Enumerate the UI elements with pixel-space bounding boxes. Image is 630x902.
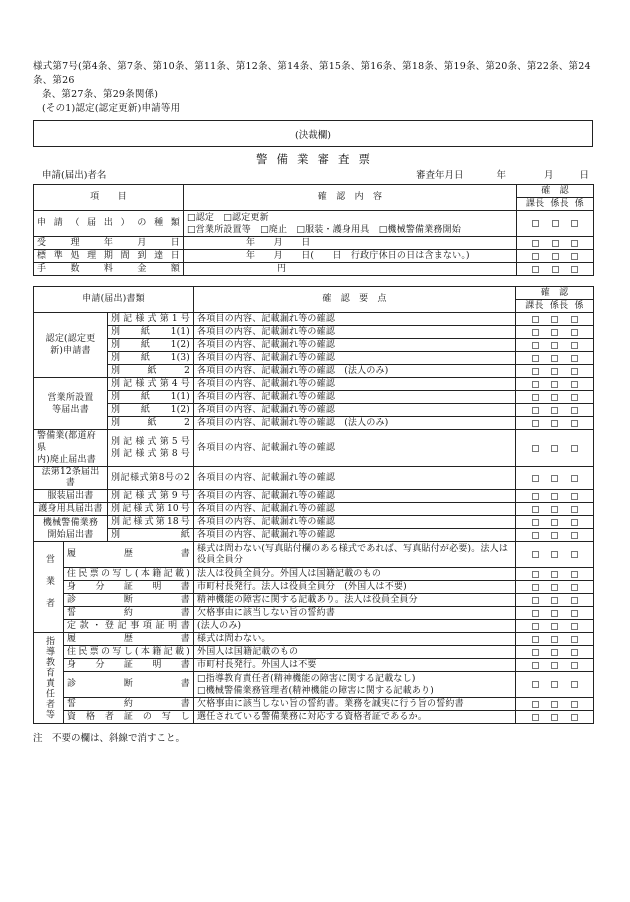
checkbox-icon [571,551,578,558]
checkbox-icon [532,493,539,500]
checkbox-icon [532,701,539,708]
table-row [34,378,594,391]
confirm-checkbox-cell [516,378,594,391]
checkbox-icon [532,240,539,247]
checkbox-icon [551,329,558,336]
group-label-cell [34,313,108,378]
point-cell: 精神機能の障害に関する記載あり。法人は役員全員分 [194,594,516,607]
item-cell: 標準処理期間到達日 [34,250,184,263]
table-row [34,263,594,276]
confirm-checkbox-cell [516,698,594,711]
checkbox-icon [551,445,558,452]
checkbox-icon [571,420,578,427]
doc-name-cell: 履歴書 [64,542,194,568]
point-cell: 各項目の内容、記載漏れ等の確認 [194,490,516,503]
checkbox-icon [571,681,578,688]
doc-name-cell: 別紙2 [108,365,194,378]
checkbox-icon [551,701,558,708]
doc-name-cell: 身分証明書 [64,581,194,594]
checkbox-icon [532,506,539,513]
item-cell: 申請（届出）の種類 [34,211,184,237]
checkbox-icon [532,329,539,336]
checkbox-icon [571,649,578,656]
table-row [34,430,594,467]
section-label-cell [34,542,64,633]
confirm-checkbox-cell [516,391,594,404]
form-usage-line: (その1)認定(認定更新)申請等用 [42,103,181,114]
table-row [34,339,594,352]
checkbox-icon [551,597,558,604]
application-type-line2: □営業所設置等 □廃止 □服装・護身用具 □機械警備業務開始 [187,224,462,235]
checkbox-icon [532,571,539,578]
meta-row [33,169,593,182]
doc-name-cell: 誓約書 [64,607,194,620]
doc-name-cell: 別記様式第4号 [108,378,194,391]
group-label-cell: 護身用具届出書 [34,503,108,516]
checkbox-icon [532,407,539,414]
confirm-checkbox-cell [516,490,594,503]
approval-box-label: (決裁欄) [295,129,331,141]
content-cell: 年 月 日 [184,237,517,250]
item-cell: 受理年月日 [34,237,184,250]
checkbox-icon [552,266,559,273]
section-label-eigyousha: 営業者 [44,554,54,620]
confirm-roles-cell [516,300,594,313]
point-cell: 市町村長発行。外国人は不要 [194,659,516,672]
confirm-header-cell: 確 認 [516,287,594,300]
table-row [34,391,594,404]
checkbox-icon [552,253,559,260]
doc-name-cell [108,430,194,467]
confirm-checkbox-cell [516,339,594,352]
checkbox-icon [551,316,558,323]
checkbox-icon [571,445,578,452]
checkbox-icon [532,445,539,452]
confirm-checkbox-cell [517,263,594,276]
form-heading [33,60,593,116]
confirm-checkbox-cell [516,568,594,581]
confirm-checkbox-cell [516,646,594,659]
point-cell: 各項目の内容、記載漏れ等の確認 [194,467,516,490]
checkbox-icon [532,584,539,591]
table-row [34,581,594,594]
group-label-cell [34,430,108,467]
confirm-checkbox-cell [516,352,594,365]
group-label-cell [34,378,108,430]
checkbox-icon [571,316,578,323]
checkbox-icon [571,253,578,260]
checkbox-icon [571,506,578,513]
checkbox-icon [551,475,558,482]
checkbox-icon [551,610,558,617]
year-label: 年 [496,170,506,181]
doc-name-cell: 誓約書 [64,698,194,711]
doc-name-cell: 別紙1(1) [108,326,194,339]
checkbox-icon [571,355,578,362]
doc-name-line: 別記様式第5号 [111,437,191,447]
checkbox-icon [571,610,578,617]
point-line: □指導教育責任者(精神機能の障害に関する記載なし) [197,673,416,684]
checkbox-icon [551,493,558,500]
confirm-checkbox-cell [516,516,594,529]
point-line: □機械警備業務管理者(精神機能の障害に関する記載あり) [197,685,434,696]
table-row [34,211,594,237]
checkbox-icon [571,701,578,708]
checkbox-icon [571,519,578,526]
checkbox-icon [551,381,558,388]
content-header-cell: 確 認 内 容 [184,185,517,211]
checkbox-icon [551,355,558,362]
checkbox-icon [571,493,578,500]
point-cell [194,672,516,698]
checkbox-icon [551,649,558,656]
group-label-line: 警備業(都道府県 [37,431,96,453]
doc-name-cell: 別紙1(2) [108,339,194,352]
content-cell: 円 [184,263,517,276]
checkbox-icon [551,407,558,414]
checkbox-icon [571,584,578,591]
table-row [34,250,594,263]
doc-name-cell: 定款・登記事項証明書 [64,620,194,633]
doc-name-cell: 別紙1(1) [108,391,194,404]
section-label-cell [34,633,64,724]
point-cell: 各項目の内容、記載漏れ等の確認 [194,391,516,404]
checkbox-icon [551,551,558,558]
checkbox-icon [532,623,539,630]
checkbox-icon [571,597,578,604]
checkbox-icon [551,420,558,427]
checkbox-icon [552,240,559,247]
point-cell: 各項目の内容、記載漏れ等の確認 (法人のみ) [194,365,516,378]
checkbox-icon [551,342,558,349]
confirm-checkbox-cell [516,404,594,417]
checkbox-icon [571,532,578,539]
footnote: 注 不要の欄は、斜線で消すこと。 [33,733,186,744]
review-date-group [416,169,593,182]
checkbox-icon [532,551,539,558]
checkbox-icon [551,519,558,526]
checkbox-icon [571,407,578,414]
group-label-line: 等届出書 [52,404,89,415]
application-type-line1: □認定 □認定更新 [187,212,269,223]
table-row [34,529,594,542]
confirm-checkbox-cell [517,250,594,263]
point-cell: 欠格事由に該当しない旨の誓約書 [194,607,516,620]
general-check-table [33,184,594,276]
month-label: 月 [543,170,554,181]
confirm-checkbox-cell [517,237,594,250]
doc-name-cell: 別記様式第1号 [108,313,194,326]
confirm-checkbox-cell [516,430,594,467]
checkbox-icon [532,714,539,721]
checkbox-icon [571,220,578,227]
documents-check-table [33,286,594,724]
confirm-checkbox-cell [516,529,594,542]
table-row [34,503,594,516]
checkbox-icon [532,649,539,656]
role-kakari-label: 係 [574,198,584,209]
point-cell: 選任されている警備業務に対応する資格者証であるか。 [194,711,516,724]
checkbox-icon [551,368,558,375]
table-row [34,417,594,430]
group-label-cell: 服装届出書 [34,490,108,503]
point-cell: 様式は問わない(写真貼付欄のある様式であれば、写真貼付が必要)。法人は役員全員分 [194,542,516,568]
table-row [34,490,594,503]
doc-name-cell: 別紙1(3) [108,352,194,365]
doc-name-cell: 住民票の写し(本籍記載) [64,646,194,659]
point-cell: 各項目の内容、記載漏れ等の確認 [194,404,516,417]
confirm-checkbox-cell [516,672,594,698]
group-label-line: 開始届出書 [47,529,94,540]
point-cell: 各項目の内容、記載漏れ等の確認 [194,313,516,326]
checkbox-icon [532,475,539,482]
section-label-shidou: 指導教育責任者等 [44,636,54,720]
checkbox-icon [532,342,539,349]
doc-name-line: 別記様式第8号 [111,449,191,459]
checkbox-icon [532,662,539,669]
table-row [34,568,594,581]
content-cell: 年 月 日( 日 行政庁休日の日は含まない。) [184,250,517,263]
table-row [34,711,594,724]
point-cell: 各項目の内容、記載漏れ等の確認 [194,339,516,352]
checkbox-icon [571,571,578,578]
checkbox-icon [532,381,539,388]
point-cell: 各項目の内容、記載漏れ等の確認 (法人のみ) [194,417,516,430]
checkbox-icon [532,636,539,643]
role-kakari-label: 係 [574,300,584,311]
role-kacho-label: 課長 [525,198,545,209]
checkbox-icon [551,623,558,630]
doc-name-cell: 資格者証の写し [64,711,194,724]
checkbox-icon [552,220,559,227]
confirm-checkbox-cell [516,417,594,430]
checkbox-icon [571,266,578,273]
confirm-checkbox-cell [517,211,594,237]
checkbox-icon [551,394,558,401]
table-row [34,237,594,250]
review-date-label: 審査年月日 [415,170,464,181]
checkbox-icon [571,662,578,669]
group-label-line: 新)申請書 [50,346,91,356]
table-row [34,646,594,659]
point-cell: 各項目の内容、記載漏れ等の確認 [194,529,516,542]
point-cell: 欠格事由に該当しない旨の誓約書。業務を誠実に行う旨の誓約書 [194,698,516,711]
table-row [34,542,594,568]
checkbox-icon [551,714,558,721]
checkbox-icon [551,636,558,643]
checkbox-icon [532,610,539,617]
item-header-cell: 項 目 [34,185,184,211]
role-kacho-label: 課長 [525,300,544,311]
checkbox-icon [571,623,578,630]
confirm-header-cell: 確 認 [517,185,594,198]
confirm-checkbox-cell [516,711,594,724]
table-row [34,516,594,529]
checkbox-icon [532,681,539,688]
table-row [34,633,594,646]
item-cell: 手数料金額 [34,263,184,276]
confirm-checkbox-cell [516,659,594,672]
day-label: 日 [579,170,589,181]
checkbox-icon [571,714,578,721]
table-row [34,607,594,620]
doc-name-cell: 別紙2 [108,417,194,430]
confirm-checkbox-cell [516,633,594,646]
checkbox-icon [532,266,539,273]
doc-name-cell: 身分証明書 [64,659,194,672]
table-row [34,659,594,672]
doc-name-cell: 別記様式第18号 [108,516,194,529]
checkbox-icon [571,475,578,482]
checkbox-icon [532,597,539,604]
checkbox-icon [571,342,578,349]
page-title: 警備業審査票 [256,152,379,166]
confirm-checkbox-cell [516,313,594,326]
checkbox-icon [571,381,578,388]
point-cell: 各項目の内容、記載漏れ等の確認 [194,352,516,365]
confirm-checkbox-cell [516,326,594,339]
table-row [34,594,594,607]
table-row [34,467,594,490]
checkbox-icon [551,532,558,539]
confirm-checkbox-cell [516,607,594,620]
group-label-line: 営業所設置 [47,392,94,403]
doc-name-cell: 別紙 [108,529,194,542]
form-number-line2: 条、第27条、第29条関係) [42,89,159,100]
checkbox-icon [571,240,578,247]
points-header-cell: 確 認 要 点 [194,287,516,313]
checkbox-icon [532,355,539,362]
confirm-checkbox-cell [516,620,594,633]
role-kakaricho-label: 係長 [549,300,569,311]
point-cell: 市町村長発行。法人は役員全員分 (外国人は不要) [194,581,516,594]
group-label-line: 認定(認定更 [45,334,96,344]
approval-box [33,120,593,147]
checkbox-icon [551,584,558,591]
confirm-checkbox-cell [516,467,594,490]
checkbox-icon [532,394,539,401]
confirm-checkbox-cell [516,365,594,378]
point-cell: (法人のみ) [194,620,516,633]
table-row [34,620,594,633]
doc-name-cell: 別記様式第9号 [108,490,194,503]
table-row [34,326,594,339]
checkbox-icon [551,571,558,578]
confirm-checkbox-cell [516,542,594,568]
doc-name-cell: 別記様式第8号の2 [108,467,194,490]
confirm-checkbox-cell [516,594,594,607]
table-row [34,352,594,365]
checkbox-icon [532,253,539,260]
table-row [34,404,594,417]
checkbox-icon [571,394,578,401]
doc-name-cell: 診断書 [64,594,194,607]
point-cell: 各項目の内容、記載漏れ等の確認 [194,326,516,339]
group-label-cell [34,516,108,542]
point-cell: 各項目の内容、記載漏れ等の確認 [194,503,516,516]
group-label-cell: 法第12条届出書 [34,467,108,490]
table-row [34,698,594,711]
doc-name-cell: 履歴書 [64,633,194,646]
checkbox-icon [532,368,539,375]
group-label-line: 内)廃止届出書 [37,455,96,465]
checkbox-icon [532,316,539,323]
checkbox-icon [532,220,539,227]
group-label-line: 機械警備業務 [42,517,99,528]
checkbox-icon [551,681,558,688]
point-cell: 各項目の内容、記載漏れ等の確認 [194,430,516,467]
checkbox-icon [551,506,558,513]
applicant-name-label: 申請(届出)者名 [42,170,107,181]
point-cell: 各項目の内容、記載漏れ等の確認 [194,516,516,529]
role-kakaricho-label: 係長 [550,198,569,209]
doc-name-cell: 別記様式第10号 [108,503,194,516]
doc-name-cell: 別紙1(2) [108,404,194,417]
point-cell: 各項目の内容、記載漏れ等の確認 [194,378,516,391]
form-number-line1: 様式第7号(第4条、第7条、第10条、第11条、第12条、第14条、第15条、第16条、第18条、第19条、第20条、第22条、第24条、第26 [33,61,591,86]
content-cell [184,211,517,237]
point-cell: 外国人は国籍記載のもの [194,646,516,659]
doc-name-cell: 診断書 [64,672,194,698]
confirm-checkbox-cell [516,503,594,516]
docs-header-cell: 申請(届出)書類 [34,287,194,313]
checkbox-icon [532,532,539,539]
confirm-checkbox-cell [516,581,594,594]
table-row [34,365,594,378]
point-cell: 法人は役員全員分。外国人は国籍記載のもの [194,568,516,581]
checkbox-icon [571,329,578,336]
checkbox-icon [571,368,578,375]
checkbox-icon [532,519,539,526]
table-row [34,313,594,326]
confirm-roles-cell [517,198,594,211]
doc-name-cell: 住民票の写し(本籍記載) [64,568,194,581]
point-cell: 様式は問わない。 [194,633,516,646]
checkbox-icon [551,662,558,669]
checkbox-icon [532,420,539,427]
checkbox-icon [571,636,578,643]
table-row [34,672,594,698]
